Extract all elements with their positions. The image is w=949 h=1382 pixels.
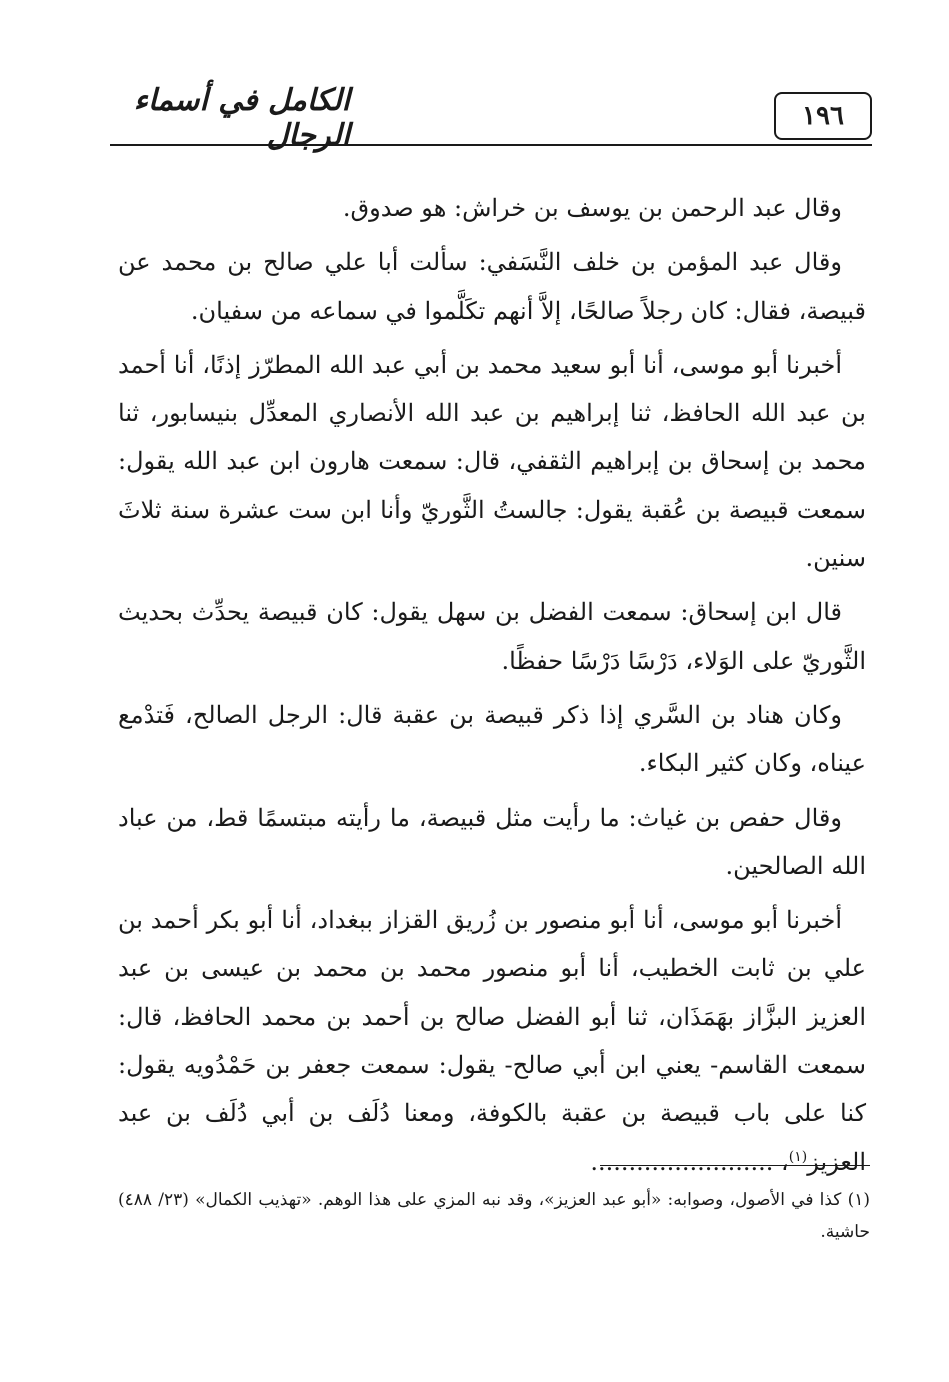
footnote-rule [600, 1165, 870, 1166]
paragraph: وكان هناد بن السَّري إذا ذكر قبيصة بن عقبة قال: الرجل الصالح، فَتدْمع عيناه، وكان كثير البكاء. [118, 700, 866, 778]
footnote-ref[interactable]: (١) [788, 1148, 808, 1165]
footnote: (١) كذا في الأصول، وصوابه: «أبو عبد العزيز»، وقد نبه المزي على هذا الوهم. «تهذيب الكمال» (٢٣/ ٤٨٨) حاشية. [118, 1190, 870, 1242]
paragraph: قال ابن إسحاق: سمعت الفضل بن سهل يقول: كان قبيصة يحدِّث بحديث الثَّوريّ على الوَلاء، دَرْسًا دَرْسًا حفظًا. [118, 598, 866, 675]
paragraph: وقال حفص بن غياث: ما رأيت مثل قبيصة، ما رأيته مبتسمًا قط، من عباد الله الصالحين. [118, 803, 866, 880]
page-header [110, 83, 872, 158]
paragraph: وقال عبد المؤمن بن خلف النَّسَفي: سألت أبا علي صالح بن محمد عن قبيصة، فقال: كان رجلاً صالحًا، إلاَّ أنهم تكَلَّموا في سماعه من سفيان. [118, 248, 866, 325]
paragraph-continuation: ، ........................ [590, 1147, 789, 1176]
paragraph: وقال عبد الرحمن بن يوسف بن خراش: هو صدوق. [342, 194, 842, 222]
footnotes [118, 1184, 870, 1248]
header-rule [110, 144, 872, 146]
paragraph [118, 896, 866, 1186]
paragraph-text: أخبرنا أبو موسى، أنا أبو منصور بن زُريق القزاز ببغداد، أنا أبو بكر أحمد بن علي بن ثابت الخطيب، أنا أبو منصور محمد بن محمد بن عيسى بن عبد العزيز البزَّاز بهَمَذَان، ثنا أبو الفضل صالح بن أحمد بن محمد الحافظ، قال: سمعت القاسم- يعني ابن أبي صالح- يقول: سمعت جعفر بن حَمْدُويه يقول: كنا على باب قبيصة بن عقبة بالكوفة، ومعنا دُلَف بن أبي دُلَف بن عبد العزيز [118, 906, 866, 1176]
book-title: الكامل في أسماء الرجال [133, 83, 350, 153]
main-text [118, 184, 866, 1192]
paragraph: أخبرنا أبو موسى، أنا أبو سعيد محمد بن أبي عبد الله المطرّز إذنًا، أنا أحمد بن عبد الله الحافظ، ثنا إبراهيم بن عبد الله الأنصاري المعدِّل بنيسابور، ثنا محمد بن إسحاق بن إبراهيم الثقفي، قال: سمعت هارون ابن عبد الله يقول: سمعت قبيصة بن عُقبة يقول: جالستُ الثَّوريّ وأنا ابن ست عشرة سنة ثلاثَ سنين. [118, 350, 866, 573]
page-number: ١٩٦ [774, 92, 872, 140]
